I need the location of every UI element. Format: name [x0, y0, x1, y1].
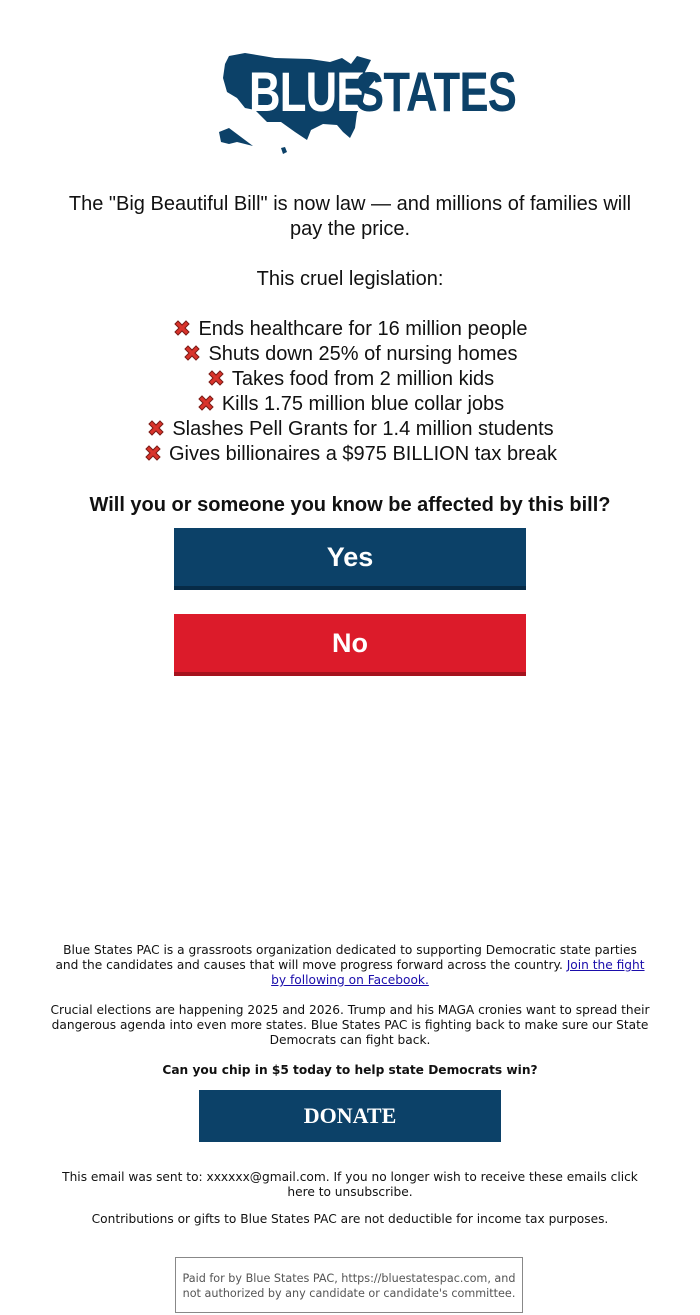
- red-x-icon: [182, 343, 202, 363]
- impact-list: [0, 317, 700, 467]
- red-x-icon: [172, 318, 192, 338]
- about-text: Blue States PAC is a grassroots organization dedicated to supporting Democratic state parties and the candidates and causes that will move progress forward across the country.: [55, 943, 637, 972]
- paid-for-disclaimer: Paid for by Blue States PAC, https://bluestatespac.com, and not authorized by any candidate or candidate's committee.: [175, 1257, 523, 1313]
- red-x-icon: [143, 443, 163, 463]
- list-item: [0, 342, 700, 367]
- logo-word-blue: BLUE: [249, 60, 365, 123]
- unsubscribe-notice[interactable]: This email was sent to: xxxxxx@gmail.com. If you no longer wish to receive these emails click here to unsubscribe.: [62, 1170, 638, 1199]
- list-item: [0, 392, 700, 417]
- logo-word-states: STATES: [355, 60, 517, 123]
- tax-disclaimer: Contributions or gifts to Blue States PAC are not deductible for income tax purposes.: [91, 1212, 609, 1226]
- red-x-icon: [146, 418, 166, 438]
- intro-text: The "Big Beautiful Bill" is now law — and millions of families will pay the price.: [68, 193, 632, 240]
- survey-question: Will you or someone you know be affected by this bill?: [89, 494, 611, 516]
- list-item-text: Gives billionaires a $975 BILLION tax break: [169, 443, 557, 465]
- list-item: [0, 317, 700, 342]
- list-item: [0, 417, 700, 442]
- yes-button[interactable]: Yes: [174, 528, 526, 590]
- list-item: [0, 367, 700, 392]
- list-item-text: Slashes Pell Grants for 1.4 million students: [172, 418, 554, 440]
- list-item-text: Shuts down 25% of nursing homes: [208, 343, 518, 365]
- red-x-icon: [196, 393, 216, 413]
- no-button[interactable]: No: [174, 614, 526, 676]
- red-x-icon: [206, 368, 226, 388]
- elections-paragraph: Crucial elections are happening 2025 and 2026. Trump and his MAGA cronies want to spread their dangerous agenda into even more states. Blue States PAC is fighting back to make sure our State Democrats can fight back.: [50, 1003, 650, 1047]
- facebook-link[interactable]: Join the fight by following on Facebook.: [271, 958, 645, 987]
- list-item: [0, 442, 700, 467]
- list-item-text: Ends healthcare for 16 million people: [198, 318, 528, 340]
- donate-button[interactable]: DONATE: [199, 1090, 501, 1142]
- donation-ask: Can you chip in $5 today to help state Democrats win?: [162, 1063, 538, 1077]
- list-item-text: Kills 1.75 million blue collar jobs: [221, 393, 505, 415]
- about-paragraph: [50, 943, 650, 988]
- legislation-heading: This cruel legislation:: [256, 268, 444, 290]
- list-item-text: Takes food from 2 million kids: [231, 368, 495, 390]
- blue-states-logo: [215, 50, 517, 156]
